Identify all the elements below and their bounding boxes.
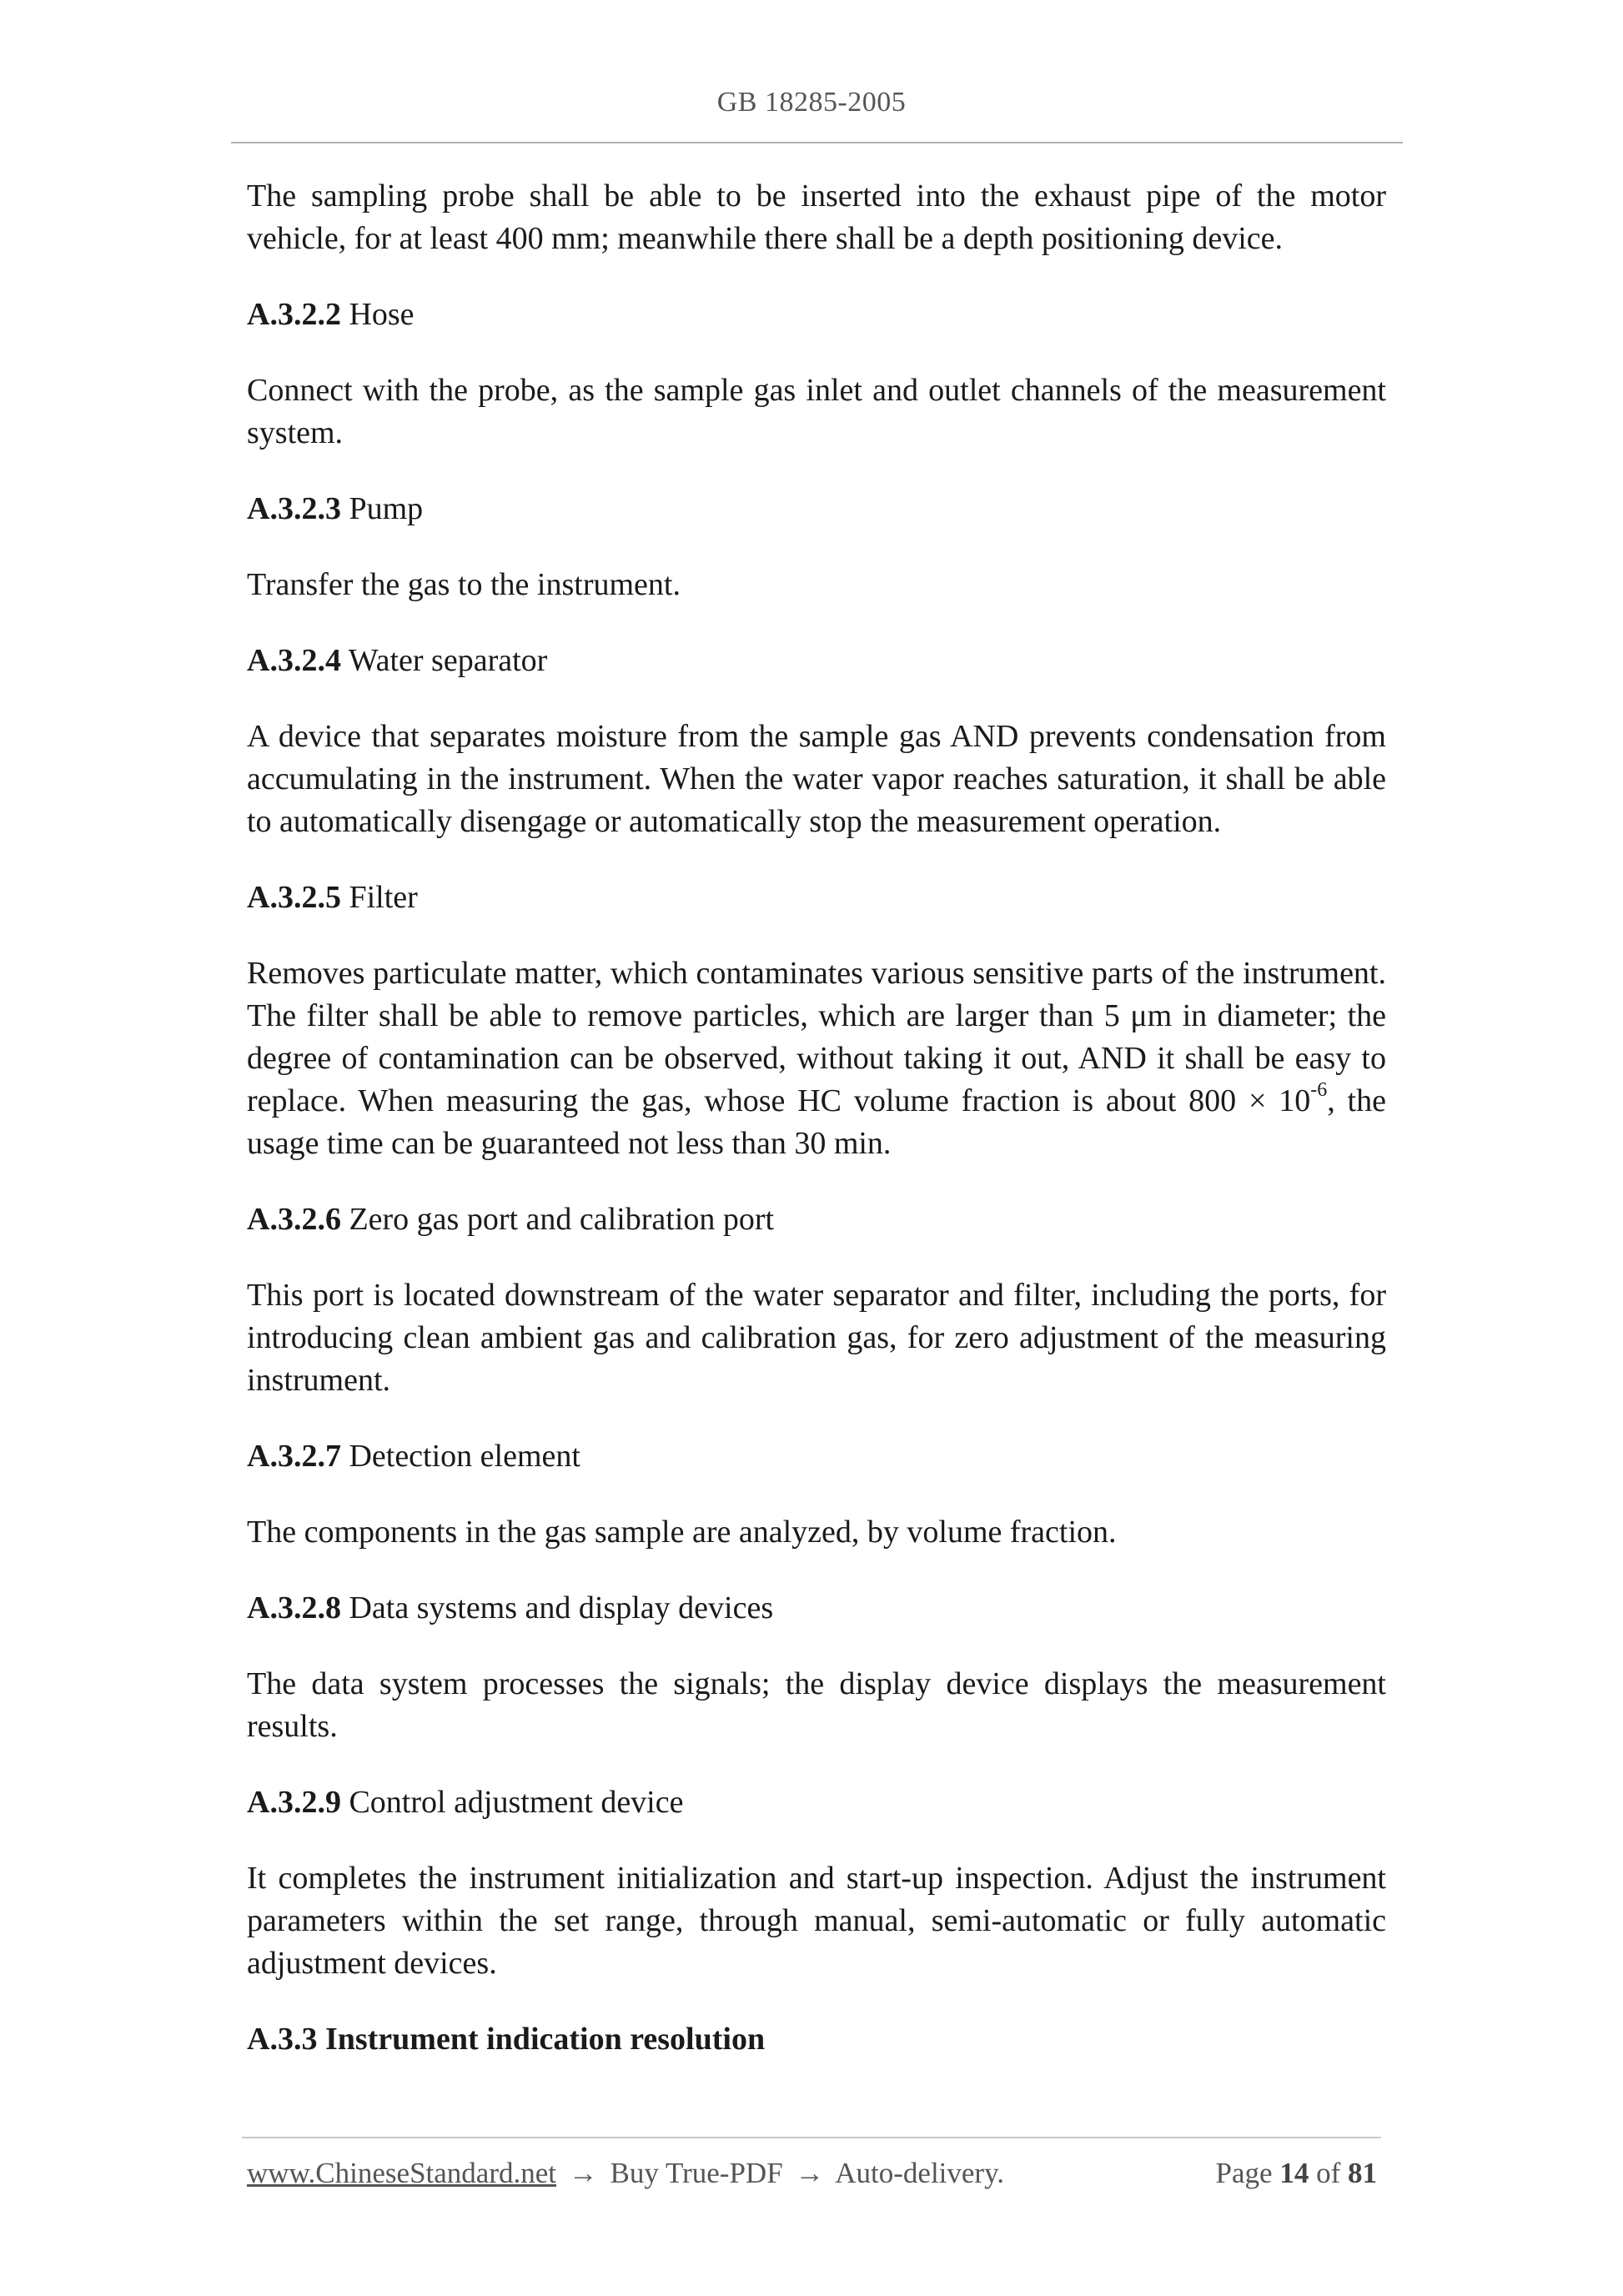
filter-text-a: Removes particulate matter, which contaminates various sensitive parts of the instrument. The filter shall be able to remove particles, which are larger than 5 μm in diameter; the degree of contamination can be observed, without taking it out, AND it shall be easy to replace. When measuring the gas, whose HC volume fraction is about 800 × 10 bbox=[247, 956, 1386, 1118]
paragraph-data-systems: The data system processes the signals; the display device displays the measurement results. bbox=[247, 1666, 1386, 1744]
paragraph-detection-element: The components in the gas sample are analyzed, by volume fraction. bbox=[247, 1515, 1117, 1550]
section-number: A.3.2.8 bbox=[247, 1590, 341, 1625]
section-heading-a328 bbox=[247, 1587, 1386, 1630]
website-link[interactable]: www.ChineseStandard.net bbox=[247, 2157, 556, 2189]
paragraph-water-separator: A device that separates moisture from the sample gas AND prevents condensation from accumulating in the instrument. When the water vapor reaches saturation, it shall be able to automatically disengage or automatically stop the measurement operation. bbox=[247, 719, 1386, 839]
filter-text-b: , the usage time can be guaranteed not less than 30 min. bbox=[247, 1083, 1386, 1161]
auto-delivery-text: Auto-delivery. bbox=[835, 2157, 1005, 2189]
buy-true-pdf-text: Buy True-PDF bbox=[610, 2157, 783, 2189]
paragraph-filter bbox=[247, 952, 1386, 1165]
section-title: Water separator bbox=[348, 643, 548, 678]
section-heading-a329 bbox=[247, 1781, 1386, 1824]
section-title: Data systems and display devices bbox=[349, 1590, 774, 1625]
section-number: A.3.2.3 bbox=[247, 491, 341, 526]
total-pages: 81 bbox=[1348, 2157, 1377, 2189]
section-number: A.3.2.2 bbox=[247, 297, 341, 332]
section-title: Zero gas port and calibration port bbox=[349, 1202, 775, 1237]
section-number: A.3.2.4 bbox=[247, 643, 341, 678]
page-label: Page bbox=[1215, 2157, 1273, 2189]
section-number: A.3.2.9 bbox=[247, 1785, 341, 1820]
header-divider bbox=[231, 142, 1403, 143]
page-header: GB 18285-2005 bbox=[716, 87, 907, 118]
section-title: Pump bbox=[349, 491, 424, 526]
section-heading-a324 bbox=[247, 640, 1386, 682]
page-indicator bbox=[1216, 2157, 1377, 2190]
section-number: A.3.2.5 bbox=[247, 880, 341, 915]
paragraph-hose: Connect with the probe, as the sample gas inlet and outlet channels of the measurement system. bbox=[247, 373, 1386, 450]
footer-divider bbox=[242, 2137, 1381, 2138]
section-title: Filter bbox=[349, 880, 418, 915]
exponent: -6 bbox=[1310, 1079, 1328, 1102]
section-heading-a323 bbox=[247, 488, 1386, 530]
section-heading-a325 bbox=[247, 877, 1386, 919]
section-title: Hose bbox=[349, 297, 415, 332]
paragraph-zero-gas-port: This port is located downstream of the water separator and filter, including the ports, for introducing clean ambient gas and calibration gas, for zero adjustment of the measuring instrument. bbox=[247, 1278, 1386, 1398]
paragraph-pump: Transfer the gas to the instrument. bbox=[247, 567, 681, 602]
page-footer bbox=[247, 2157, 1377, 2190]
arrow-right-icon: → bbox=[568, 2157, 598, 2189]
document-body bbox=[247, 175, 1386, 2094]
section-title: Detection element bbox=[349, 1439, 580, 1474]
current-page: 14 bbox=[1279, 2157, 1309, 2189]
section-heading-a322 bbox=[247, 294, 1386, 336]
section-title: Control adjustment device bbox=[349, 1785, 684, 1820]
section-heading-a33: A.3.3 Instrument indication resolution bbox=[247, 2022, 766, 2057]
section-heading-a327 bbox=[247, 1435, 1386, 1478]
paragraph-control-adjustment: It completes the instrument initialization and start-up inspection. Adjust the instrument parameters within the set range, through manual, semi-automatic or fully automatic adjustment devices. bbox=[247, 1861, 1386, 1981]
section-number: A.3.2.7 bbox=[247, 1439, 341, 1474]
arrow-right-icon: → bbox=[795, 2157, 825, 2189]
of-label: of bbox=[1316, 2157, 1341, 2189]
section-heading-a326 bbox=[247, 1198, 1386, 1241]
section-number: A.3.2.6 bbox=[247, 1202, 341, 1237]
paragraph-probe: The sampling probe shall be able to be inserted into the exhaust pipe of the motor vehicle, for at least 400 mm; meanwhile there shall be a depth positioning device. bbox=[247, 178, 1386, 256]
footer-links bbox=[247, 2157, 1004, 2190]
